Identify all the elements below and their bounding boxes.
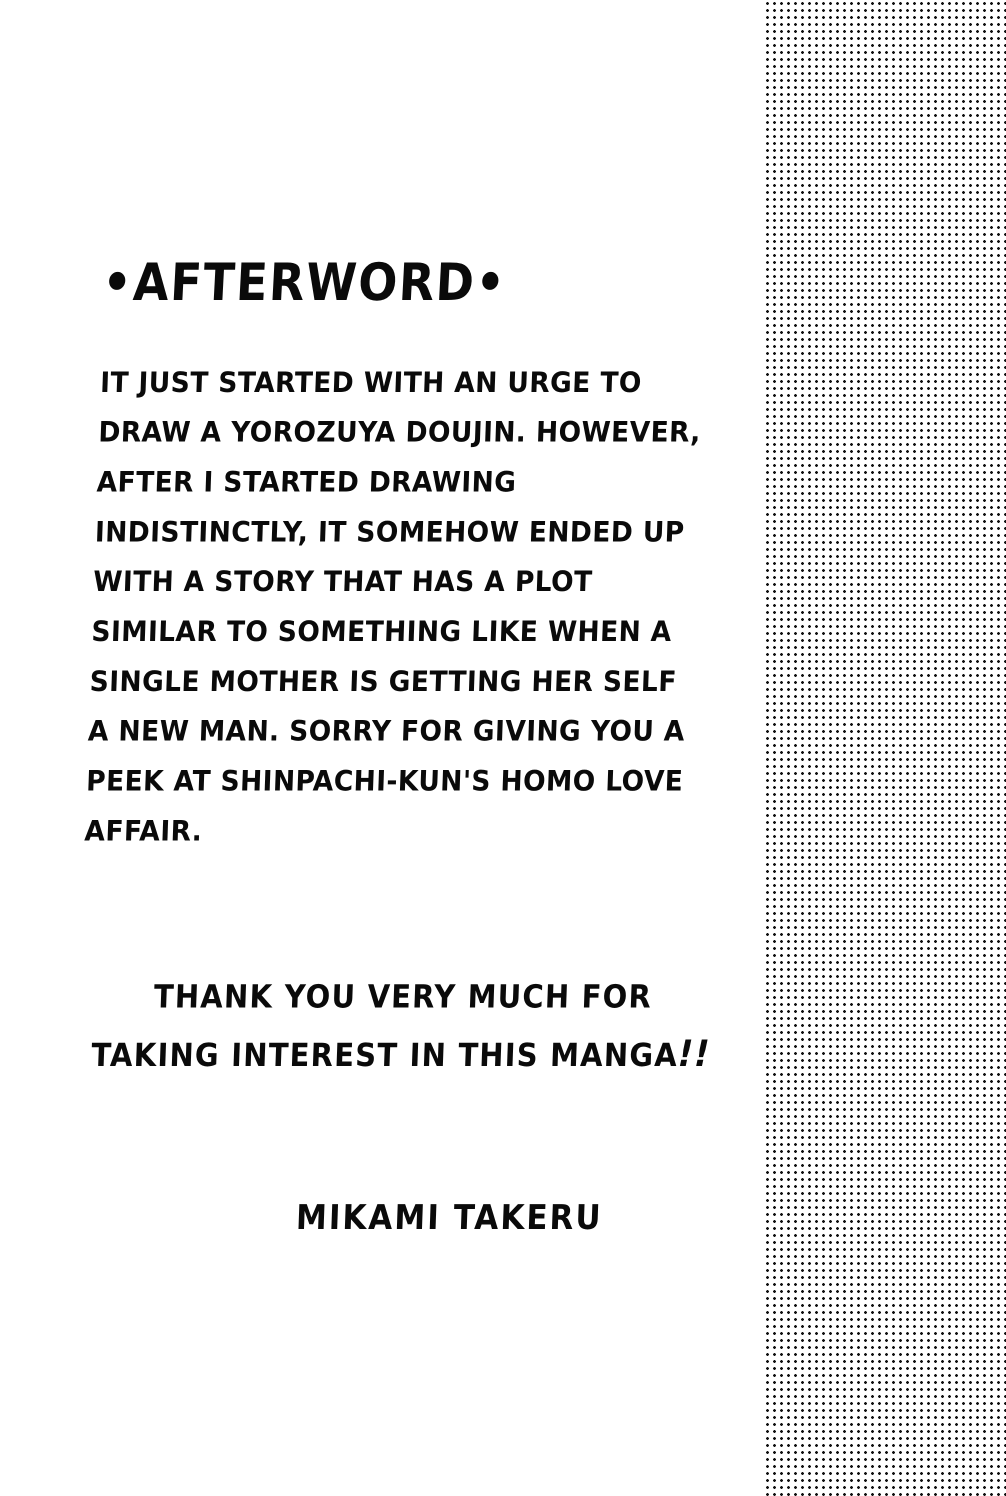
thanks-message xyxy=(70,968,734,1084)
afterword-body-text: IT JUST STARTED WITH AN URGE TO DRAW A YOROZUYA DOUJIN. HOWEVER, AFTER I STARTED DRAWING INDISTINCTLY, IT SOMEHOW ENDED UP WITH A STORY THAT HAS A PLOT SIMILAR TO SOMETHING LIKE WHEN A SINGLE MOTHER IS GETTING HER SELF A NEW MAN. SORRY FOR GIVING YOU A PEEK AT SHINPACHI-KUN'S HOMO LOVE AFFAIR. xyxy=(83,366,702,848)
thanks-emphasis: !! xyxy=(677,1031,712,1075)
author-signature: MIKAMI TAKERU xyxy=(295,1198,604,1238)
page-title: •AFTERWORD• xyxy=(100,252,508,313)
thanks-line-1: THANK YOU VERY MUCH FOR xyxy=(153,977,653,1016)
thanks-line-2: TAKING INTEREST IN THIS MANGA xyxy=(90,1036,679,1074)
thanks-line-2-wrapper xyxy=(70,1025,732,1083)
halftone-dot-band xyxy=(764,0,1006,1496)
